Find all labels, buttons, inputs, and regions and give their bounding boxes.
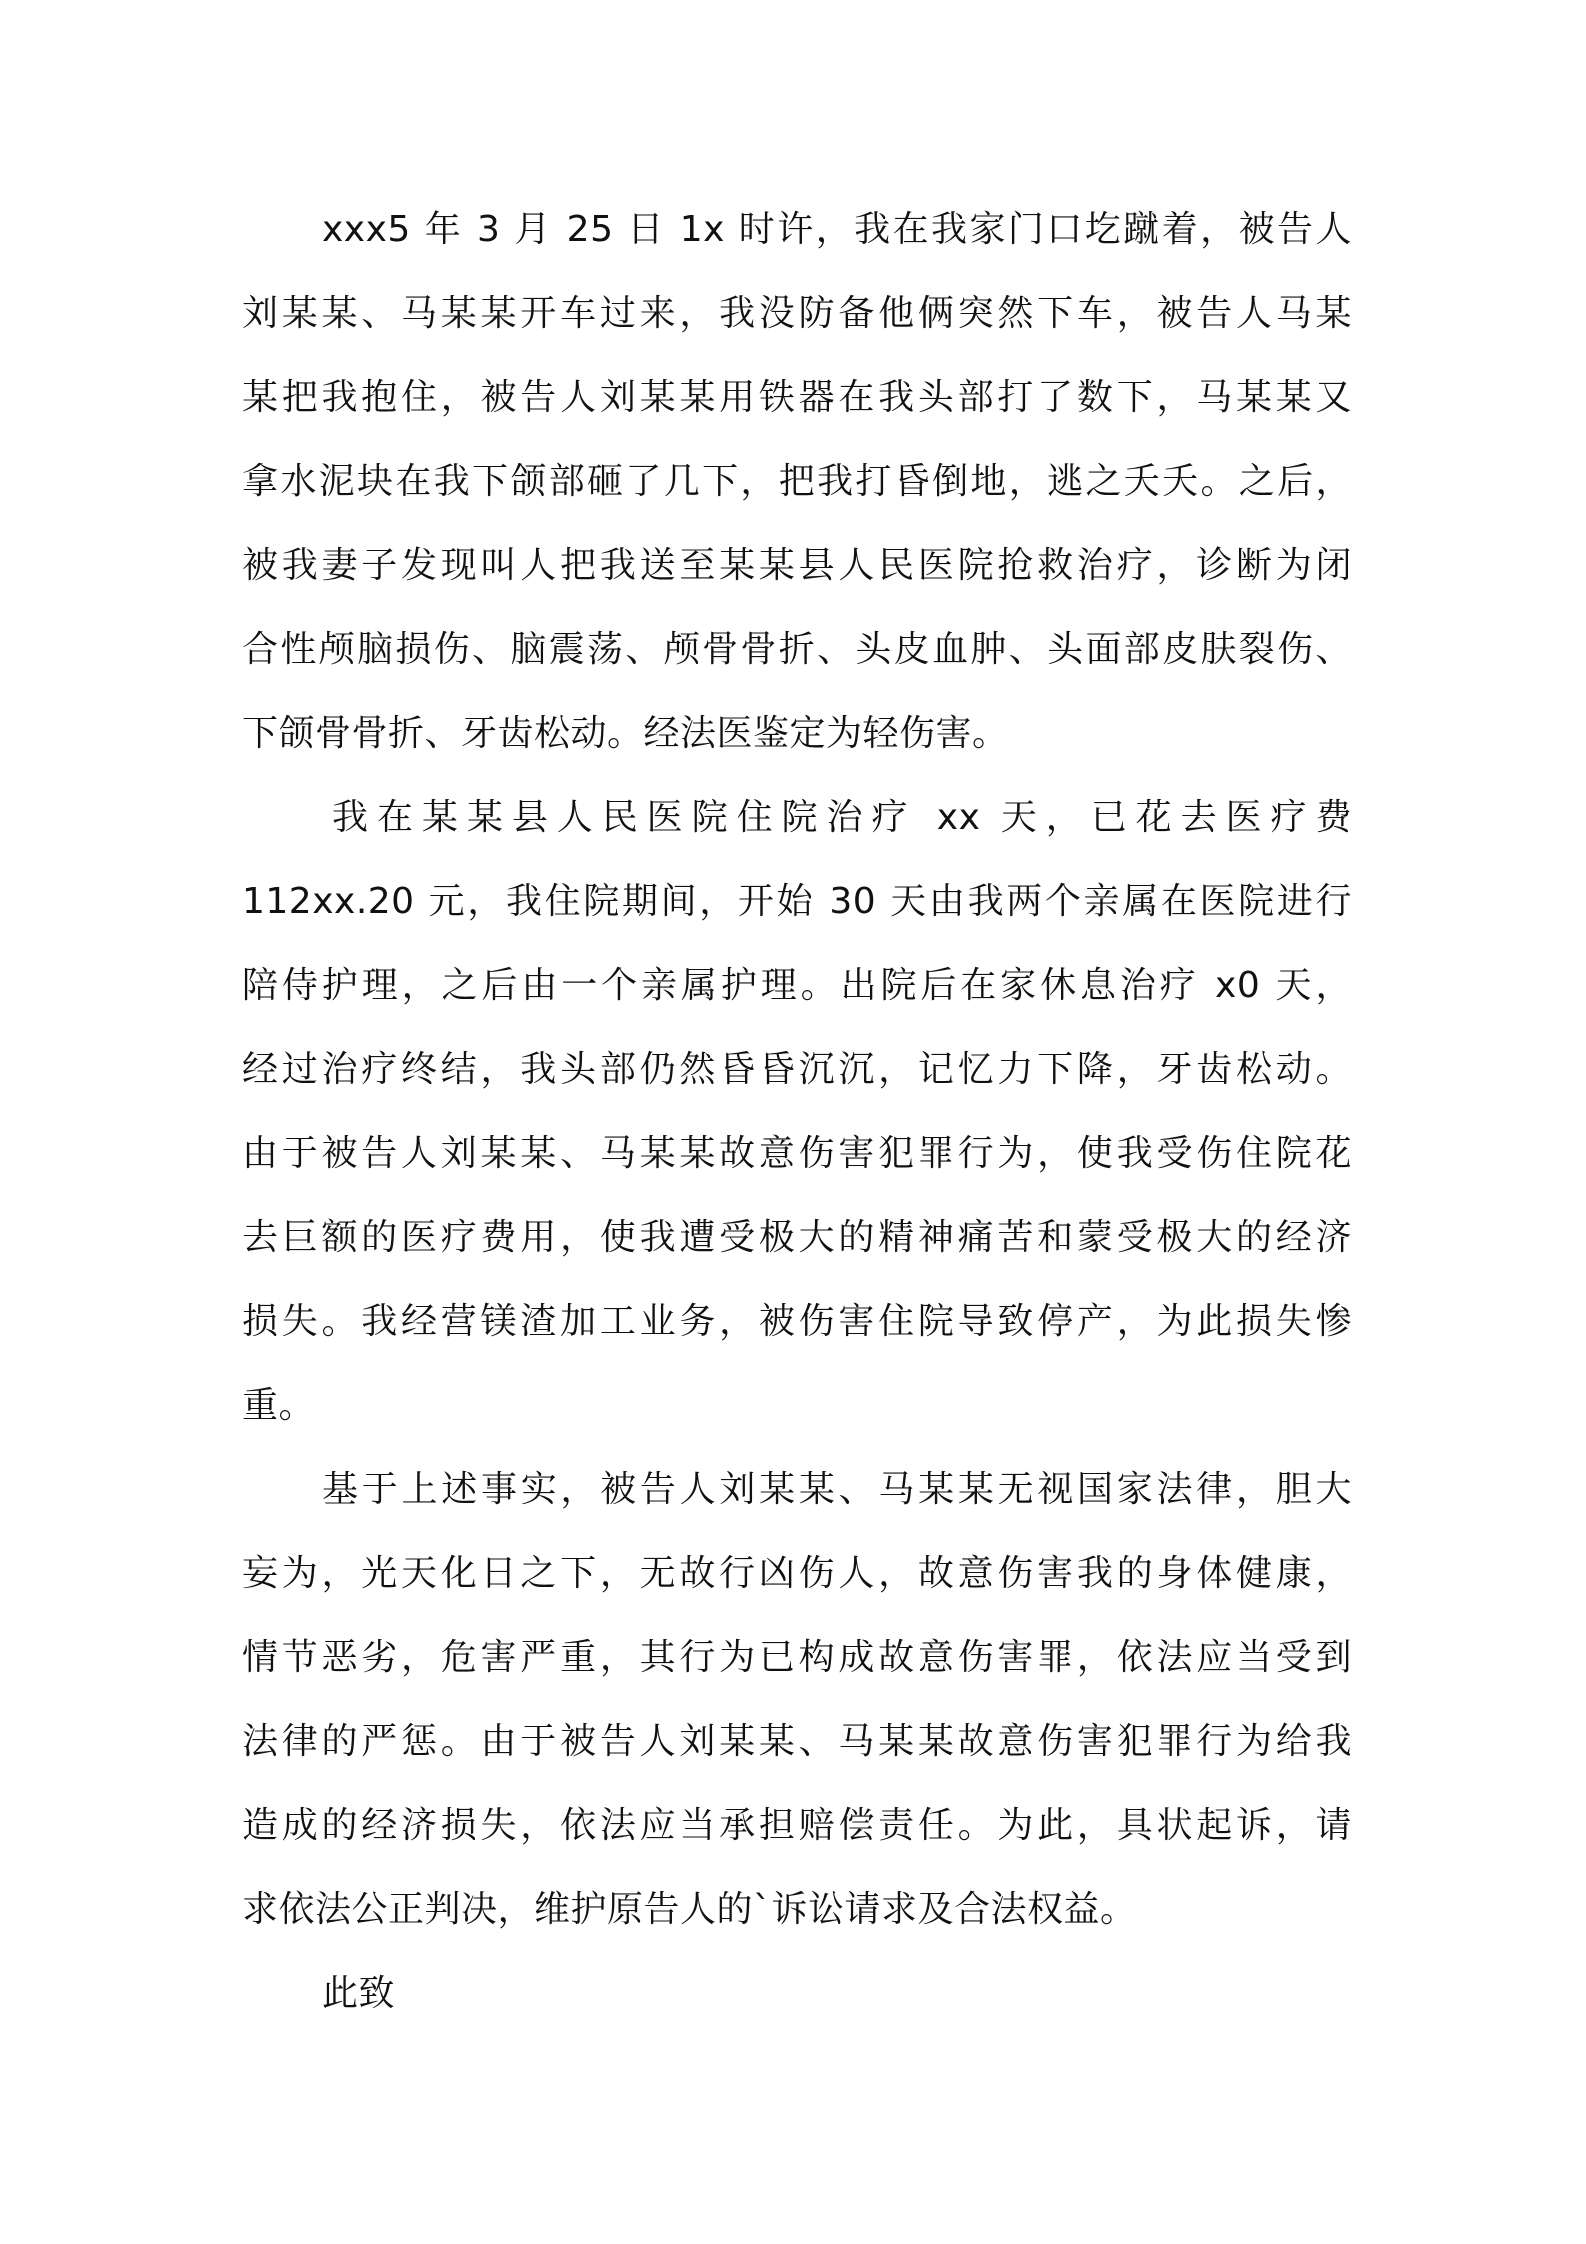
text-line: 基于上述事实，被告人刘某某、马某某无视国家法律，胆大 [322, 1469, 1352, 1510]
text-line: 妄为，光天化日之下，无故行凶伤人，故意伤害我的身体健康， [242, 1553, 1352, 1594]
text-line: 刘某某、马某某开车过来，我没防备他俩突然下车，被告人马某 [242, 293, 1352, 334]
text-line: 重。 [242, 1385, 316, 1426]
text-line: 情节恶劣，危害严重，其行为已构成故意伤害罪，依法应当受到 [242, 1637, 1352, 1678]
text-line: 合性颅脑损伤、脑震荡、颅骨骨折、头皮血肿、头面部皮肤裂伤、 [242, 629, 1352, 670]
text-line: 损失。我经营镁渣加工业务，被伤害住院导致停产，为此损失惨 [242, 1301, 1352, 1342]
text-line: 陪侍护理，之后由一个亲属护理。出院后在家休息治疗 x0 天， [242, 965, 1352, 1006]
text-line: 法律的严惩。由于被告人刘某某、马某某故意伤害犯罪行为给我 [242, 1721, 1352, 1762]
text-line: 112xx.20 元，我住院期间，开始 30 天由我两个亲属在医院进行 [242, 881, 1352, 922]
text-line: 去巨额的医疗费用，使我遭受极大的精神痛苦和蒙受极大的经济 [242, 1217, 1352, 1258]
text-line: 求依法公正判决，维护原告人的`诉讼请求及合法权益。 [242, 1889, 1137, 1930]
text-line: 拿水泥块在我下颌部砸了几下，把我打昏倒地，逃之夭夭。之后， [242, 461, 1352, 502]
text-line: xxx5 年 3 月 25 日 1x 时许，我在我家门口圪蹴着，被告人 [322, 209, 1352, 250]
text-line: 由于被告人刘某某、马某某故意伤害犯罪行为，使我受伤住院花 [242, 1133, 1352, 1174]
text-line: 下颌骨骨折、牙齿松动。经法医鉴定为轻伤害。 [242, 713, 1009, 754]
text-line: 经过治疗终结，我头部仍然昏昏沉沉，记忆力下降，牙齿松动。 [242, 1049, 1352, 1090]
closing-salutation: 此致 [322, 1973, 396, 2014]
text-line: 造成的经济损失，依法应当承担赔偿责任。为此，具状起诉，请 [242, 1805, 1352, 1846]
text-line: 我在某某县人民医院住院治疗 xx 天，已花去医疗费 [332, 797, 1352, 838]
text-line: 被我妻子发现叫人把我送至某某县人民医院抢救治疗，诊断为闭 [242, 545, 1352, 586]
text-line: 某把我抱住，被告人刘某某用铁器在我头部打了数下，马某某又 [242, 377, 1352, 418]
